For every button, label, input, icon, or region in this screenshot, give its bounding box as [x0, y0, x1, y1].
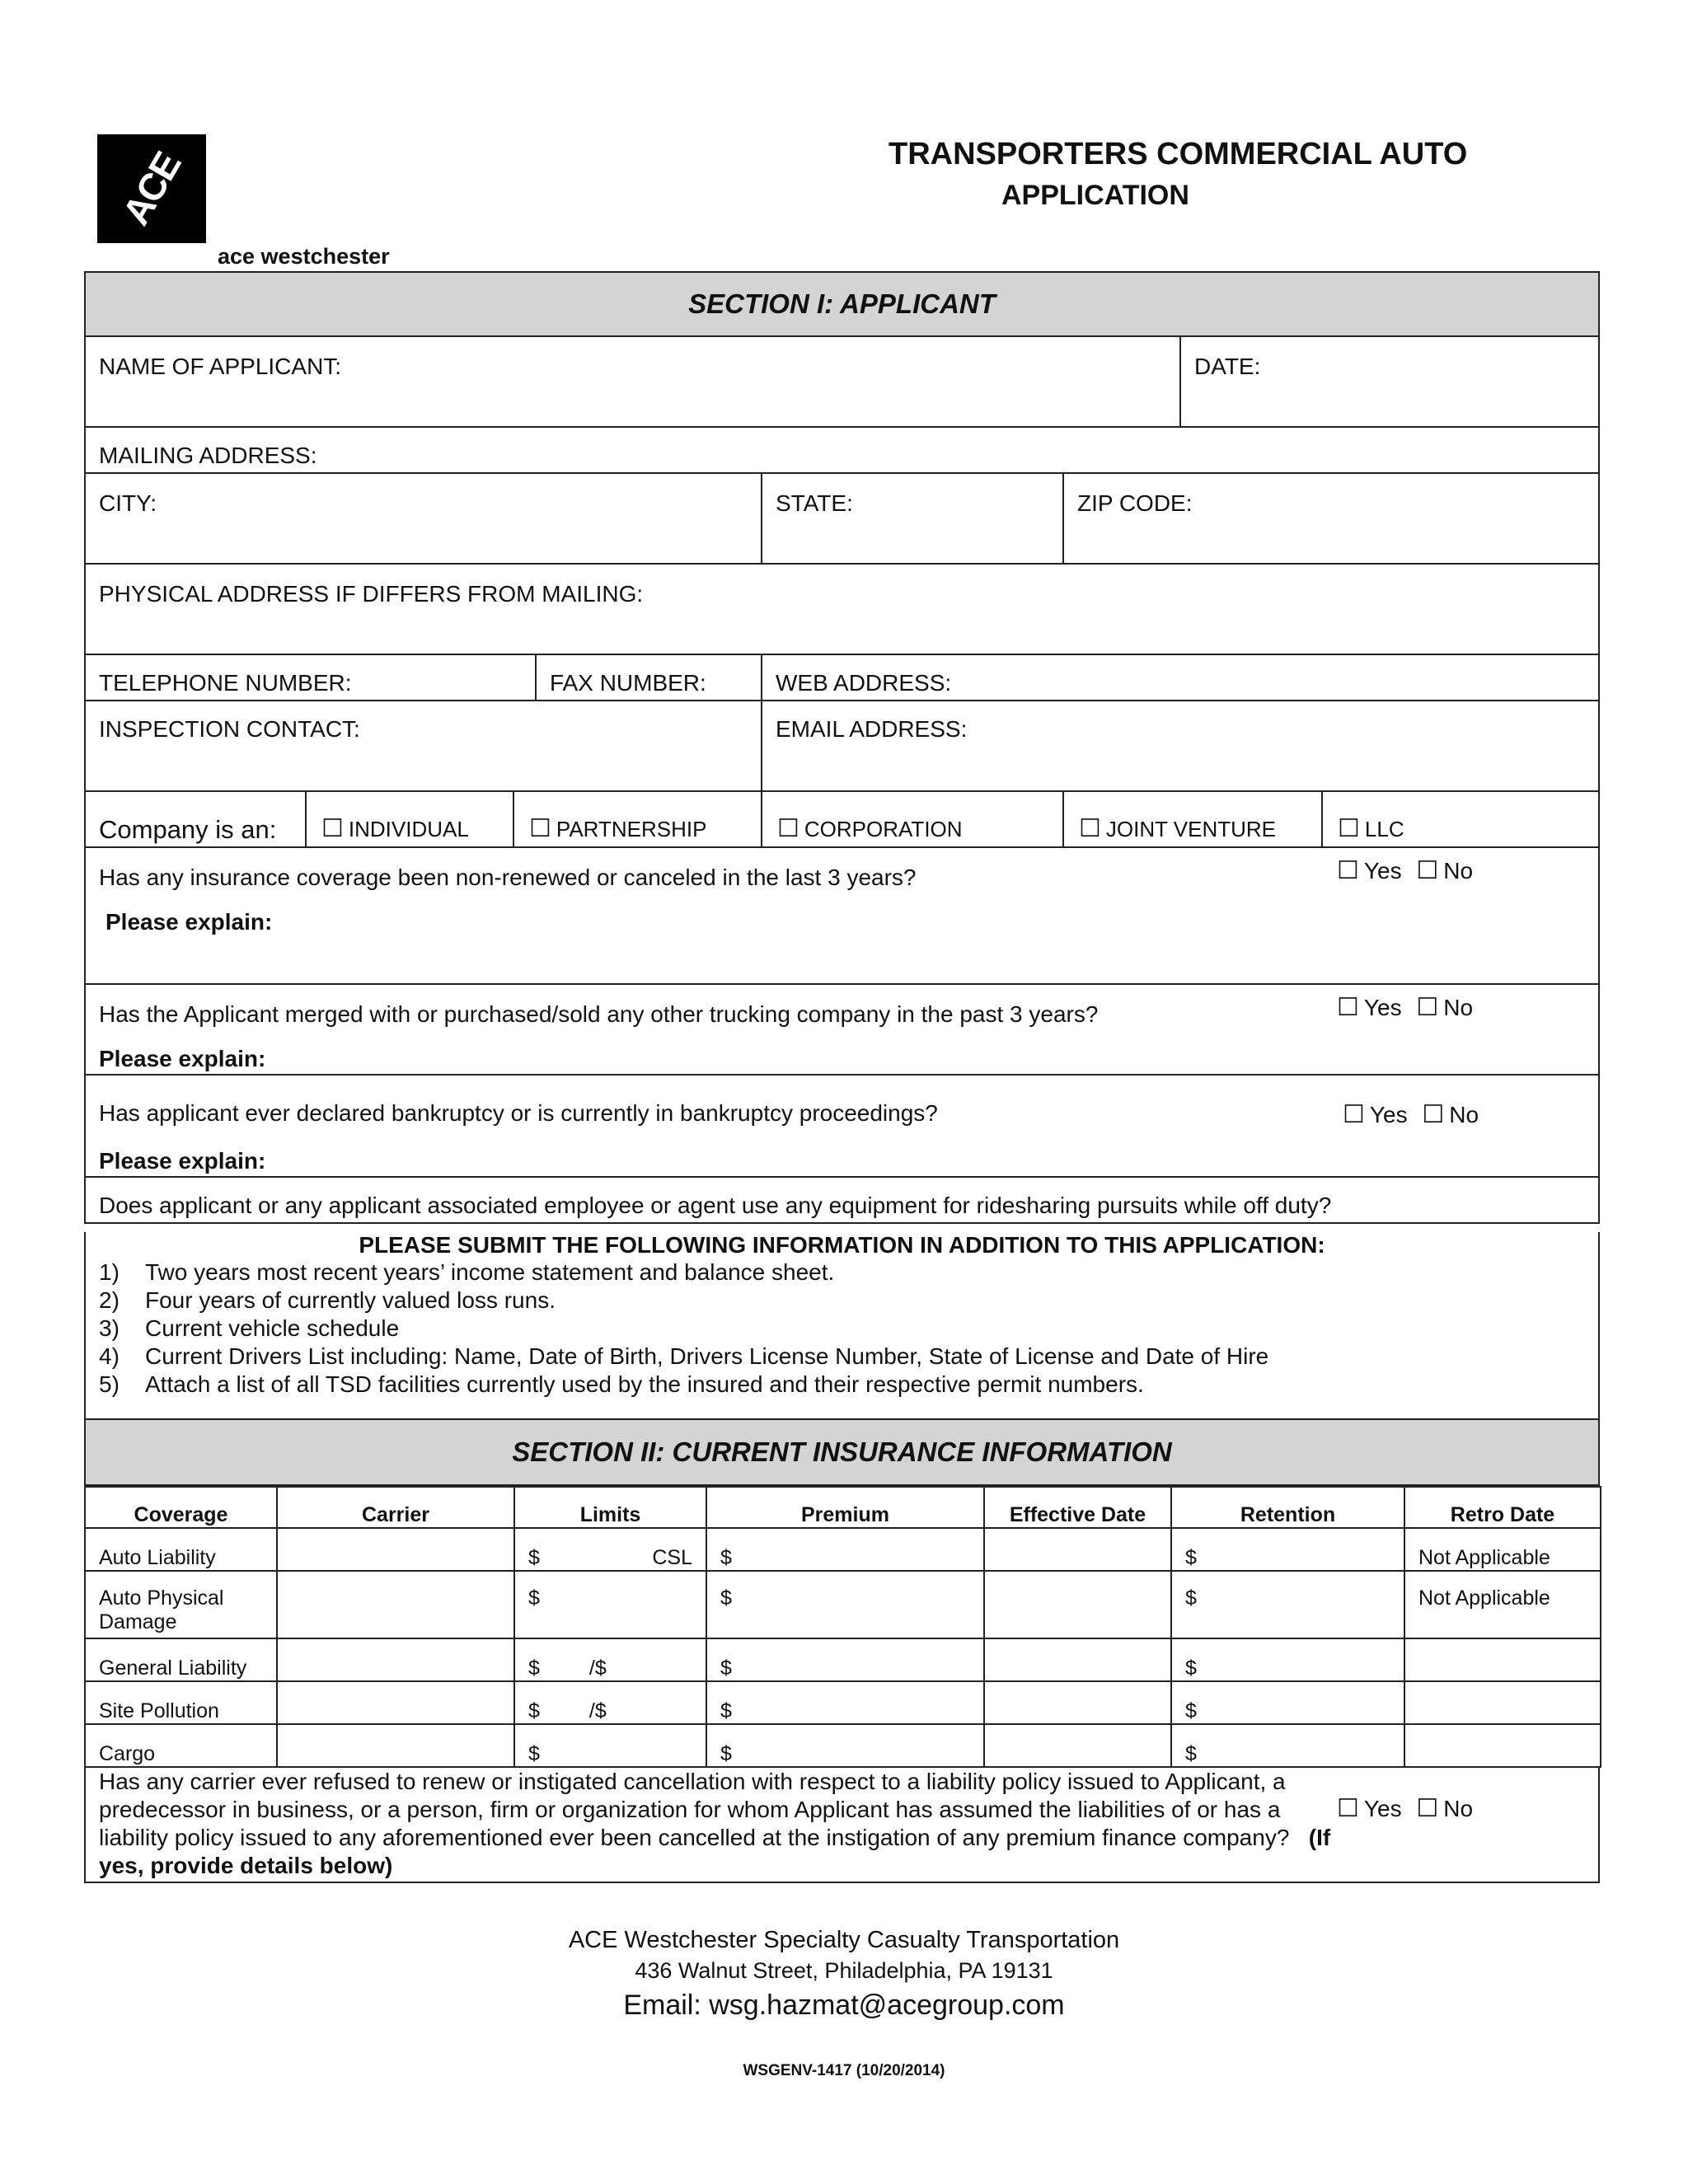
effective-date-cell[interactable]: [984, 1528, 1171, 1571]
section2-title: SECTION II: CURRENT INSURANCE INFORMATION: [512, 1436, 1172, 1467]
q5-no-checkbox-icon[interactable]: ☐: [1416, 1795, 1439, 1822]
list-item-text: Attach a list of all TSD facilities currently used by the insured and their respective permit numbers.: [145, 1371, 1144, 1397]
date-field[interactable]: [1181, 337, 1598, 426]
email-address-field[interactable]: [762, 701, 1598, 790]
premium-cell[interactable]: $: [706, 1724, 984, 1767]
table-header-row: [85, 1487, 1601, 1528]
individual-label: INDIVIDUAL: [348, 817, 469, 841]
retro-date-cell[interactable]: [1404, 1638, 1601, 1681]
limits-prefix: $: [528, 1699, 540, 1722]
question-non-renewed-text: Has any insurance coverage been non-renewed or canceled in the last 3 years?: [99, 865, 917, 890]
name-of-applicant-field[interactable]: [86, 337, 1181, 426]
limits-suffix: CSL: [652, 1546, 692, 1569]
list-item: [99, 1315, 1598, 1343]
q3-no-checkbox-icon[interactable]: ☐: [1422, 1101, 1445, 1128]
footer-form-number: WSGENV-1417 (10/20/2014): [743, 2062, 945, 2079]
application-form: [84, 271, 1600, 1883]
footer-company: ACE Westchester Specialty Casualty Transportation: [568, 1927, 1120, 1953]
limits-cell[interactable]: [514, 1571, 706, 1638]
brand-name: ace westchester: [218, 244, 390, 269]
limits-cell[interactable]: [514, 1638, 706, 1681]
list-item: [99, 1258, 1598, 1286]
llc-label: LLC: [1364, 817, 1404, 841]
effective-date-cell[interactable]: [984, 1638, 1171, 1681]
zip-code-field[interactable]: [1064, 474, 1598, 563]
city-field[interactable]: [86, 474, 762, 563]
q1-no-label: No: [1443, 858, 1474, 883]
company-llc-option[interactable]: [1323, 792, 1598, 846]
state-field[interactable]: [762, 474, 1064, 563]
joint-venture-checkbox-icon[interactable]: ☐: [1079, 815, 1101, 842]
footer-address: 436 Walnut Street, Philadelphia, PA 19131: [635, 1958, 1053, 1983]
q1-yes-label: Yes: [1363, 858, 1402, 883]
list-item-text: Two years most recent years’ income statement and balance sheet.: [145, 1259, 835, 1285]
company-individual-option[interactable]: [307, 792, 514, 846]
physical-address-field[interactable]: [86, 565, 1598, 654]
question-carrier-refused-text-block: [99, 1768, 1335, 1880]
retro-date-cell[interactable]: [1404, 1724, 1601, 1767]
limits-prefix: $: [528, 1657, 540, 1680]
q5-yes-label: Yes: [1363, 1796, 1402, 1821]
carrier-cell[interactable]: [277, 1528, 514, 1571]
list-item-number: 4): [99, 1343, 120, 1369]
zip-code-label: ZIP CODE:: [1077, 490, 1193, 516]
q3-yes-checkbox-icon[interactable]: ☐: [1343, 1101, 1365, 1128]
joint-venture-label: JOINT VENTURE: [1105, 817, 1277, 841]
premium-cell[interactable]: $: [706, 1528, 984, 1571]
column-retro-date: Retro Date: [1404, 1487, 1601, 1528]
question-merged: [84, 985, 1600, 1076]
limits-suffix: /$: [588, 1699, 607, 1722]
submit-requirements: [84, 1232, 1600, 1420]
coverage-cell: Auto Physical Damage: [85, 1571, 277, 1638]
q2-yes-checkbox-icon[interactable]: ☐: [1337, 994, 1359, 1021]
partnership-checkbox-icon[interactable]: ☐: [529, 815, 551, 842]
q1-explain-label: Please explain:: [106, 909, 273, 935]
retro-date-cell[interactable]: [1404, 1681, 1601, 1724]
footer-email[interactable]: Email: wsg.hazmat@acegroup.com: [623, 1990, 1065, 2021]
limits-suffix: /$: [588, 1657, 607, 1680]
state-label: STATE:: [776, 490, 853, 516]
coverage-cell: General Liability: [85, 1638, 277, 1681]
column-effective-date: Effective Date: [984, 1487, 1171, 1528]
limits-cell[interactable]: [514, 1528, 706, 1571]
premium-cell[interactable]: $: [706, 1681, 984, 1724]
question-ridesharing: [84, 1178, 1600, 1224]
list-item: [99, 1343, 1598, 1371]
list-item: [99, 1371, 1598, 1399]
list-item-number: 2): [99, 1287, 120, 1313]
email-address-label: EMAIL ADDRESS:: [776, 716, 968, 742]
column-coverage: Coverage: [85, 1487, 277, 1528]
premium-cell[interactable]: $: [706, 1638, 984, 1681]
individual-checkbox-icon[interactable]: ☐: [321, 815, 344, 842]
retention-cell[interactable]: $: [1171, 1528, 1404, 1571]
logo-text: ACE: [114, 145, 190, 232]
company-partnership-option[interactable]: [514, 792, 762, 846]
physical-address-label: PHYSICAL ADDRESS IF DIFFERS FROM MAILING:: [99, 581, 644, 607]
table-row: [85, 1528, 1601, 1571]
corporation-label: CORPORATION: [804, 817, 963, 841]
question-carrier-refused-text: Has any carrier ever refused to renew or instigated cancellation with respect to a liability policy issued to Applicant, a predecessor in business, or a person, firm or organization for whom Applicant has assumed the liabilities of or has a liability policy issued to any aforementioned ever been cancelled at the instigation of any premium finance company?: [99, 1769, 1290, 1850]
list-item-number: 1): [99, 1259, 120, 1285]
list-item-text: Current vehicle schedule: [145, 1315, 400, 1341]
company-corporation-option[interactable]: [762, 792, 1064, 846]
q2-explain-label: Please explain:: [99, 1046, 266, 1071]
section1-title: SECTION I: APPLICANT: [688, 288, 996, 319]
fax-label: FAX NUMBER:: [550, 670, 706, 696]
telephone-label: TELEPHONE NUMBER:: [99, 670, 352, 696]
question-carrier-refused: [84, 1768, 1600, 1883]
table-row: [85, 1571, 1601, 1638]
web-address-label: WEB ADDRESS:: [776, 670, 952, 696]
column-premium: Premium: [706, 1487, 984, 1528]
q5-no-label: No: [1443, 1796, 1474, 1821]
telephone-field[interactable]: [86, 655, 537, 700]
name-of-applicant-label: NAME OF APPLICANT:: [99, 354, 342, 379]
carrier-cell[interactable]: [277, 1681, 514, 1724]
form-title: TRANSPORTERS COMMERCIAL AUTO: [889, 137, 1468, 171]
date-label: DATE:: [1194, 354, 1261, 379]
coverage-cell: Auto Liability: [85, 1528, 277, 1571]
question-non-renewed: [84, 848, 1600, 985]
list-item-text: Current Drivers List including: Name, Date of Birth, Drivers License Number, State of License and Date of Hire: [145, 1343, 1269, 1369]
submit-heading: PLEASE SUBMIT THE FOLLOWING INFORMATION IN ADDITION TO THIS APPLICATION:: [359, 1232, 1325, 1258]
q5-yes-checkbox-icon[interactable]: ☐: [1337, 1795, 1359, 1822]
question-bankruptcy: [84, 1076, 1600, 1178]
q1-yes-checkbox-icon[interactable]: ☐: [1337, 857, 1359, 884]
table-row: [85, 1724, 1601, 1767]
effective-date-cell[interactable]: [984, 1724, 1171, 1767]
list-item-text: Four years of currently valued loss runs.: [145, 1287, 556, 1313]
limits-cell[interactable]: [514, 1681, 706, 1724]
carrier-cell[interactable]: [277, 1571, 514, 1638]
coverage-cell: Site Pollution: [85, 1681, 277, 1724]
carrier-cell[interactable]: [277, 1724, 514, 1767]
company-joint-venture-option[interactable]: [1064, 792, 1323, 846]
mailing-address-field[interactable]: [86, 428, 1598, 472]
section2-heading: [84, 1420, 1600, 1486]
city-label: CITY:: [99, 490, 157, 516]
retention-cell[interactable]: $: [1171, 1638, 1404, 1681]
retro-date-cell: Not Applicable: [1404, 1571, 1601, 1638]
limits-prefix: $: [528, 1742, 540, 1765]
limits-prefix: $: [528, 1586, 540, 1610]
mailing-address-label: MAILING ADDRESS:: [99, 443, 317, 468]
limits-prefix: $: [528, 1546, 540, 1569]
question-merged-text: Has the Applicant merged with or purchased/sold any other trucking company in the past 3 years?: [99, 1001, 1099, 1027]
coverage-cell: Cargo: [85, 1724, 277, 1767]
list-item: [99, 1286, 1598, 1315]
q3-no-label: No: [1449, 1102, 1479, 1127]
question-carrier-refused-note: (If yes, provide details below): [99, 1825, 1331, 1878]
ace-logo: [97, 134, 206, 243]
column-limits: Limits: [514, 1487, 706, 1528]
form-subtitle: APPLICATION: [1001, 180, 1189, 211]
company-type-label: Company is an:: [99, 815, 277, 844]
insurance-table: [84, 1486, 1601, 1768]
llc-checkbox-icon[interactable]: ☐: [1338, 815, 1360, 842]
table-row: [85, 1638, 1601, 1681]
retro-date-cell: Not Applicable: [1404, 1528, 1601, 1571]
inspection-contact-field[interactable]: [86, 701, 762, 790]
web-address-field[interactable]: [762, 655, 1598, 700]
question-bankruptcy-text: Has applicant ever declared bankruptcy or is currently in bankruptcy proceedings?: [99, 1100, 938, 1126]
list-item-number: 5): [99, 1371, 120, 1397]
effective-date-cell[interactable]: [984, 1571, 1171, 1638]
section1-heading: [84, 271, 1600, 337]
effective-date-cell[interactable]: [984, 1681, 1171, 1724]
inspection-contact-label: INSPECTION CONTACT:: [99, 716, 360, 742]
corporation-checkbox-icon[interactable]: ☐: [777, 815, 799, 842]
premium-cell[interactable]: $: [706, 1571, 984, 1638]
q2-no-label: No: [1443, 995, 1474, 1020]
submit-list: [86, 1258, 1598, 1399]
q1-no-checkbox-icon[interactable]: ☐: [1416, 857, 1439, 884]
column-carrier: Carrier: [277, 1487, 514, 1528]
table-row: [85, 1681, 1601, 1724]
carrier-cell[interactable]: [277, 1638, 514, 1681]
retention-cell[interactable]: $: [1171, 1571, 1404, 1638]
list-item-number: 3): [99, 1315, 120, 1341]
retention-cell[interactable]: $: [1171, 1681, 1404, 1724]
q3-yes-label: Yes: [1369, 1102, 1408, 1127]
retention-cell[interactable]: $: [1171, 1724, 1404, 1767]
q2-yes-label: Yes: [1363, 995, 1402, 1020]
company-type-label-cell: [86, 792, 307, 846]
q2-no-checkbox-icon[interactable]: ☐: [1416, 994, 1439, 1021]
column-retention: Retention: [1171, 1487, 1404, 1528]
question-ridesharing-text: Does applicant or any applicant associated employee or agent use any equipment for ridesharing pursuits while off duty?: [99, 1193, 1332, 1218]
fax-field[interactable]: [537, 655, 762, 700]
limits-cell[interactable]: [514, 1724, 706, 1767]
q3-explain-label: Please explain:: [99, 1148, 266, 1174]
partnership-label: PARTNERSHIP: [556, 817, 707, 841]
